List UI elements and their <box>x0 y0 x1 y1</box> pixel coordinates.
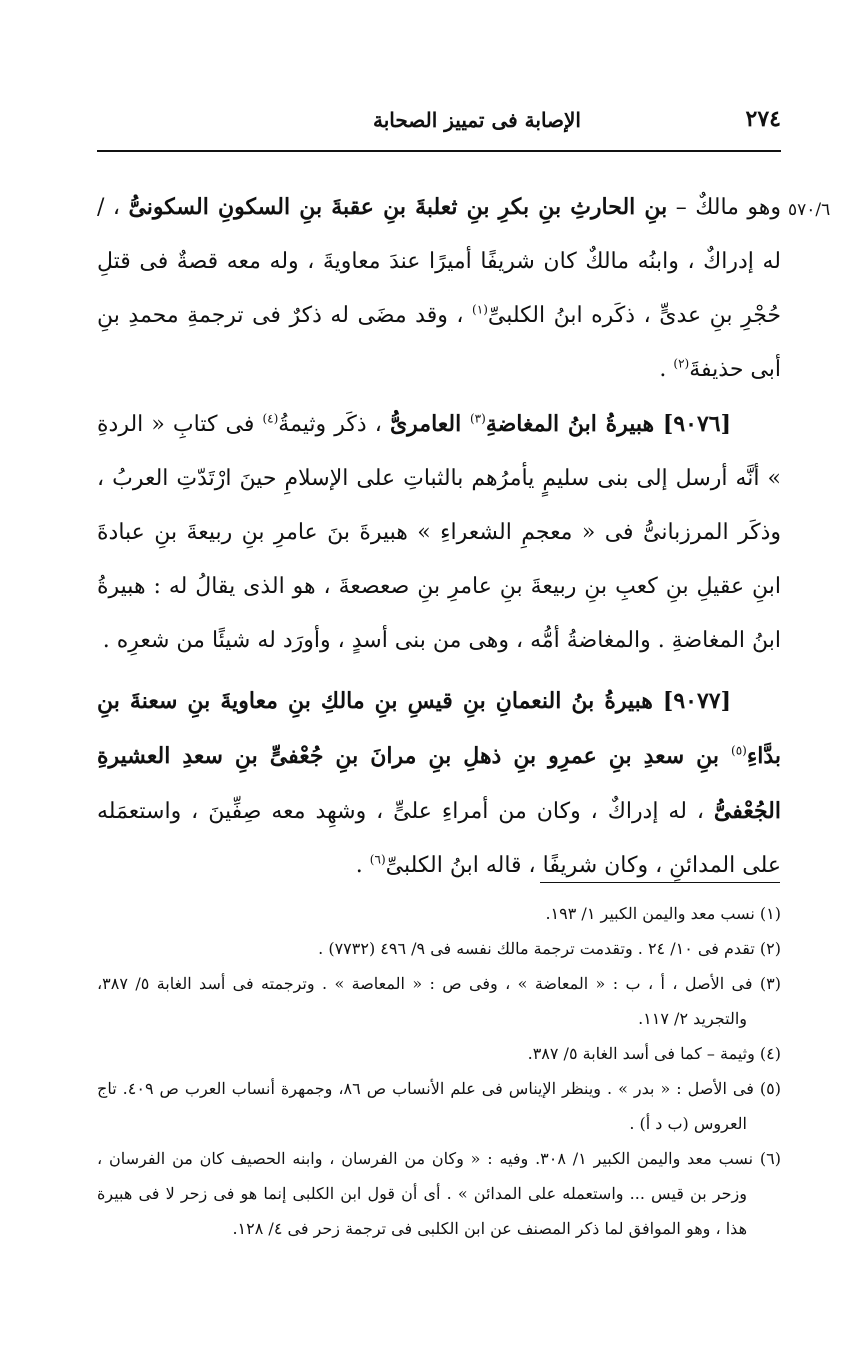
footnote-separator <box>540 882 780 883</box>
footnotes <box>97 896 781 1246</box>
page-number: ٢٧٤ <box>745 106 781 132</box>
footnote-ref-2: (٢) <box>673 356 690 371</box>
footnote-ref-1: (١) <box>472 302 488 317</box>
book-title: الإصابة فى تمييز الصحابة <box>373 108 581 132</box>
footnote-4: (٤) وثيمة – كما فى أسد الغابة ٥/ ٣٨٧. <box>527 1044 781 1063</box>
paragraph-malik: وهو مالكٌ – بنِ الحارثِ بنِ بكرِ بنِ ثعلبةَ بنِ عقبةَ بنِ السكونِ السكونىُّ ، / له إدراكٌ ، وابنُه مالكٌ كان شريفًا أميرًا عندَ معاويةَ ، وله معه قصةٌ فى قتلِ حُجْرِ بنِ عدىٍّ ، ذكَره ابنُ الكلبىِّ$^{(١)}$ ، وقد مضَى له ذكرٌ فى ترجمةِ محمدِ بنِ أبى حذيفةَ$^{(٢)}$ . <box>97 194 782 382</box>
footnote-2: (٢) تقدم فى ١٠/ ٢٤ . وتقدمت ترجمة مالك نفسه فى ٩/ ٤٩٦ (٧٧٣٢) . <box>318 939 781 958</box>
footnote-3: (٣) فى الأصل ، أ ، ب : « المعاضة » ، وفى ص : « المعاصة » . وترجمته فى أسد الغابة ٥/ ٣٨٧، والتجريد ٢/ ١١٧. <box>97 974 781 1028</box>
footnote-5: (٥) فى الأصل : « بدر » . وينظر الإيناس فى علم الأنساب ص ٨٦، وجمهرة أنساب العرب ص ٤٠٩. تاج العروس (ب د أ) . <box>97 1079 782 1133</box>
footnote-1: (١) نسب معد واليمن الكبير ١/ ١٩٣. <box>545 904 781 923</box>
entry-9077: [٩٠٧٧] هبيرةُ بنُ النعمانِ بنِ قيسِ بنِ مالكِ بنِ معاويةَ بنِ سعنةَ بنِ بدَّاءِ$^{(٥)}$ بنِ سعدِ بنِ عمرِو بنِ ذهلِ بنِ مرانَ بنِ جُعْفىٍّ بنِ سعدِ العشيرةِ الجُعْفىُّ ، له إدراكٌ ، وكان من أمراءِ علىٍّ ، وشهِد معه صِفِّينَ ، واستعمَله على المدائنِ ، وكان شريفًا ، قاله ابنُ الكلبىِّ$^{(٦)}$ . <box>97 688 781 878</box>
footnote-ref-5: (٥) <box>731 743 747 758</box>
entry-9076: [٩٠٧٦] هبيرةُ ابنُ المغاضةِ$^{(٣)}$ العامرىُّ ، ذكَر وثيمةُ$^{(٤)}$ فى كتابِ « الردةِ » أنَّه أرسل إلى بنى سليمٍ يأمرُهم بالثباتِ على الإسلامِ حينَ ارْتَدّتِ العربُ ، وذكَر المرزبانىُّ فى « معجمِ الشعراءِ » هبيرةَ بنَ عامرِ بنِ ربيعةَ بنِ عبادةَ ابنِ عقيلِ بنِ كعبِ بنِ ربيعةَ بنِ عامرِ بنِ صعصعةَ ، هو الذى يقالُ له : هبيرةُ ابنُ المغاضةِ . والمغاضةُ أمُّه ، وهى من بنى أسدٍ ، وأورَد له شيئًا من شعرِه . <box>97 411 781 653</box>
footnote-ref-3: (٣) <box>469 411 486 426</box>
margin-reference: ٥٧٠/٦ <box>788 200 831 220</box>
page-header <box>97 106 781 136</box>
entry-heading: [٩٠٧٦] هبيرةُ ابنُ المغاضةِ <box>485 411 732 437</box>
footnote-6: (٦) نسب معد واليمن الكبير ١/ ٣٠٨. وفيه : « وكان من الفرسان ، وابنه الحصيف كان من الفرسان ، وزحر بن قيس ... واستعمله على المدائن » . أى أن قول ابن الكلبى إنما هو فى زحر لا فى هبيرة هذا ، وهو الموافق لما ذكر المصنف عن ابن الكلبى فى ترجمة زحر فى ٤/ ١٢٨. <box>97 1149 781 1238</box>
entry-heading-cont: بنِ سعدِ بنِ عمرِو بنِ ذهلِ بنِ مرانَ بنِ جُعْفىٍّ بنِ سعدِ العشيرةِ الجُعْفىُّ <box>97 743 781 824</box>
footnote-ref-6: (٦) <box>369 852 386 867</box>
entry-heading-cont: العامرىُّ <box>389 411 470 437</box>
entry-heading: [٩٠٧٧] هبيرةُ بنُ النعمانِ بنِ قيسِ بنِ مالكِ بنِ معاويةَ بنِ سعنةَ بنِ بدَّاءِ <box>97 688 781 769</box>
main-text <box>97 180 781 893</box>
footnote-ref-4: (٤) <box>262 411 279 426</box>
header-rule <box>97 150 781 152</box>
name-lineage: بنِ الحارثِ بنِ بكرِ بنِ ثعلبةَ بنِ عقبةَ بنِ السكونِ السكونىُّ <box>128 194 668 220</box>
